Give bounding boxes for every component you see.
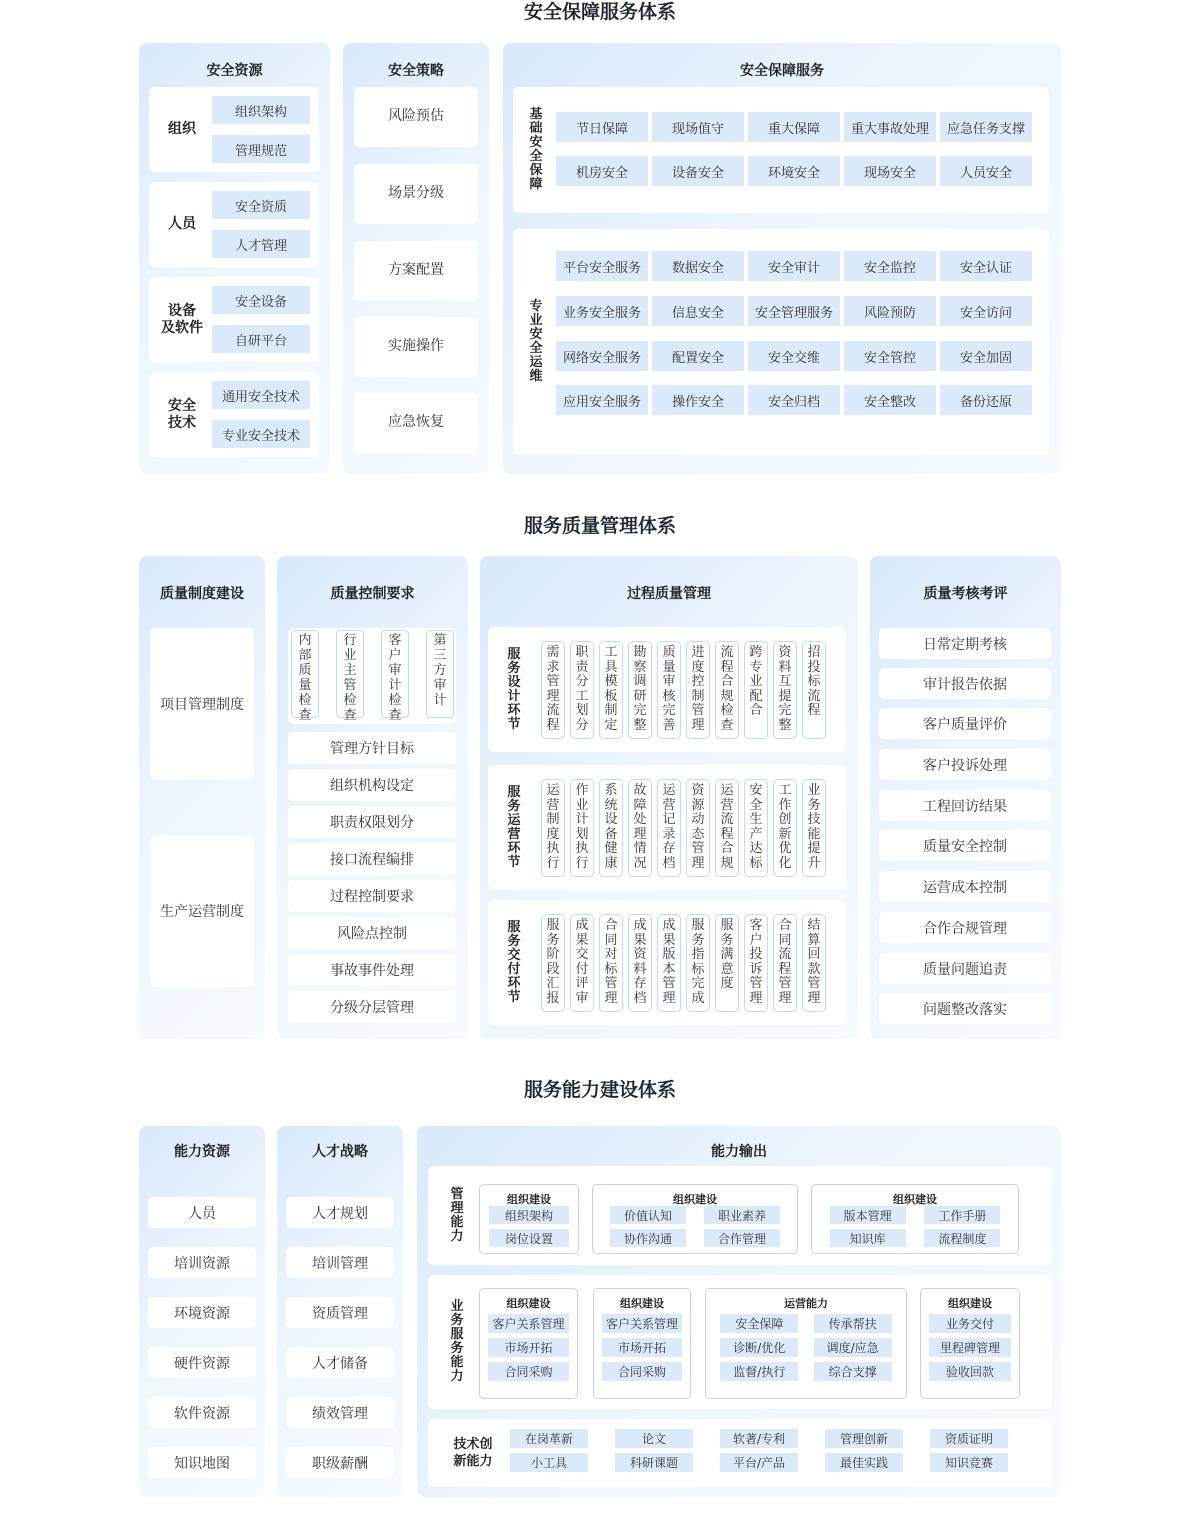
strategy-item: 风险预估	[354, 87, 478, 147]
resource-group-label: 人员	[168, 216, 196, 232]
process-item: 故障处理情况	[628, 779, 652, 877]
tech-item: 软著/专利	[720, 1429, 798, 1448]
process-item: 流程合规检查	[715, 641, 739, 739]
tech-item: 管理创新	[825, 1429, 903, 1448]
process-item: 成果版本管理	[657, 914, 681, 1012]
pro-service-item: 备份还原	[940, 385, 1032, 415]
basic-security-card	[513, 87, 1049, 213]
process-item: 结算回款管理	[802, 914, 826, 1012]
biz-item: 监督/执行	[720, 1362, 798, 1381]
talent-strategy-item: 人才储备	[286, 1347, 394, 1378]
panel-title: 质量控制要求	[330, 586, 415, 602]
eval-item: 日常定期考核	[879, 628, 1051, 659]
mgmt-item: 协作沟通	[610, 1229, 686, 1247]
control-item: 管理方针目标	[288, 732, 456, 764]
capability-resource-item: 知识地图	[148, 1447, 256, 1478]
basic-service-item: 现场值守	[652, 112, 744, 142]
panel-title: 质量制度建设	[160, 586, 244, 602]
mgmt-item: 版本管理	[830, 1206, 906, 1224]
panel-title: 安全保障服务	[740, 63, 824, 79]
tech-item: 论文	[615, 1429, 693, 1448]
pro-service-item: 安全管理服务	[748, 296, 840, 326]
resource-item: 人才管理	[212, 230, 310, 258]
mgmt-item: 工作手册	[924, 1206, 1000, 1224]
control-vertical-item: 行业主管检查	[336, 630, 364, 718]
group-title: 组织建设	[620, 1297, 664, 1310]
process-item: 资料互提完整	[773, 641, 797, 739]
process-row-label: 服务运营环节	[507, 784, 521, 870]
quality-system-item: 项目管理制度	[150, 628, 254, 780]
eval-item: 问题整改落实	[879, 993, 1051, 1024]
resource-item: 组织架构	[212, 96, 310, 124]
biz-item: 传承帮扶	[814, 1314, 892, 1333]
talent-strategy-item: 绩效管理	[286, 1397, 394, 1428]
pro-service-item: 操作安全	[652, 385, 744, 415]
strategy-item: 场景分级	[354, 164, 478, 224]
panel-title: 过程质量管理	[627, 586, 711, 602]
section2-title: 服务质量管理体系	[523, 515, 676, 537]
pro-service-item: 业务安全服务	[556, 296, 648, 326]
group-title: 组织建设	[893, 1193, 937, 1206]
process-item: 职责分工划分	[570, 641, 594, 739]
mgmt-item: 职业素养	[704, 1206, 780, 1224]
tech-item: 在岗革新	[510, 1429, 588, 1448]
pro-service-item: 安全交维	[748, 341, 840, 371]
process-row-label: 服务设计环节	[507, 646, 521, 732]
pro-security-label: 专业安全运维	[529, 299, 543, 384]
pro-service-item: 平台安全服务	[556, 251, 648, 281]
tech-item: 资质证明	[930, 1429, 1008, 1448]
control-item: 接口流程编排	[288, 843, 456, 875]
control-vertical-item: 内部质量检查	[291, 630, 319, 718]
process-item: 勘察调研完整	[628, 641, 652, 739]
eval-item: 审计报告依据	[879, 668, 1051, 699]
process-item: 运营制度执行	[541, 779, 565, 877]
resource-item: 安全资质	[212, 191, 310, 219]
talent-strategy-item: 人才规划	[286, 1197, 394, 1228]
control-item: 事故事件处理	[288, 954, 456, 986]
mgmt-item: 岗位设置	[489, 1229, 569, 1247]
biz-item: 综合支撑	[814, 1362, 892, 1381]
talent-strategy-item: 培训管理	[286, 1247, 394, 1278]
biz-capability-label: 业务服务能力	[450, 1299, 464, 1384]
biz-item: 市场开拓	[488, 1338, 569, 1357]
eval-item: 合作合规管理	[879, 912, 1051, 943]
panel-title: 质量考核考评	[923, 586, 1008, 602]
biz-item: 合同采购	[602, 1362, 682, 1381]
basic-service-item: 环境安全	[748, 156, 840, 186]
group-title: 组织建设	[673, 1193, 717, 1206]
pro-service-item: 安全管控	[844, 341, 936, 371]
mgmt-item: 价值认知	[610, 1206, 686, 1224]
basic-service-item: 设备安全	[652, 156, 744, 186]
pro-service-item: 应用安全服务	[556, 385, 648, 415]
process-item: 合同对标管理	[599, 914, 623, 1012]
tech-item: 科研课题	[615, 1453, 693, 1472]
process-item: 质量审核完善	[657, 641, 681, 739]
strategy-item: 实施操作	[354, 317, 478, 377]
process-item: 成果交付评审	[570, 914, 594, 1012]
biz-item: 验收回款	[929, 1362, 1011, 1381]
resource-group-label: 安全 技术	[168, 397, 196, 431]
biz-item: 合同采购	[488, 1362, 569, 1381]
talent-strategy-item: 资质管理	[286, 1297, 394, 1328]
process-item: 进度控制管理	[686, 641, 710, 739]
mgmt-item: 知识库	[830, 1229, 906, 1247]
pro-service-item: 安全加固	[940, 341, 1032, 371]
section3-title: 服务能力建设体系	[523, 1079, 676, 1101]
capability-resource-item: 环境资源	[148, 1297, 256, 1328]
basic-service-item: 重大事故处理	[844, 112, 936, 142]
process-item: 跨专业配合	[744, 641, 768, 739]
panel-title: 人才战略	[312, 1144, 368, 1160]
capability-resource-item: 软件资源	[148, 1397, 256, 1428]
control-item: 分级分层管理	[288, 991, 456, 1023]
resource-group-label: 组织	[168, 121, 196, 137]
panel-title: 安全策略	[388, 63, 444, 79]
pro-service-item: 配置安全	[652, 341, 744, 371]
process-item: 工具模板制定	[599, 641, 623, 739]
group-title: 运营能力	[784, 1297, 828, 1310]
process-item: 服务指标完成	[686, 914, 710, 1012]
process-item: 客户投诉管理	[744, 914, 768, 1012]
eval-item: 运营成本控制	[879, 871, 1051, 902]
process-item: 工作创新优化	[773, 779, 797, 877]
talent-strategy-item: 职级薪酬	[286, 1447, 394, 1478]
biz-item: 调度/应急	[814, 1338, 892, 1357]
process-item: 需求管理流程	[541, 641, 565, 739]
process-item: 服务满意度	[715, 914, 739, 1012]
pro-service-item: 安全归档	[748, 385, 840, 415]
pro-service-item: 网络安全服务	[556, 341, 648, 371]
group-title: 组织建设	[507, 1193, 551, 1206]
process-item: 运营记录存档	[657, 779, 681, 877]
pro-service-item: 安全访问	[940, 296, 1032, 326]
panel-title: 安全资源	[206, 63, 263, 79]
mgmt-item: 组织架构	[489, 1206, 569, 1224]
eval-item: 工程回访结果	[879, 790, 1051, 821]
biz-item: 业务交付	[929, 1314, 1011, 1333]
process-item: 招投标流程	[802, 641, 826, 739]
process-item: 系统设备健康	[599, 779, 623, 877]
tech-item: 平台/产品	[720, 1453, 798, 1472]
basic-service-item: 节日保障	[556, 112, 648, 142]
control-vertical-item: 第三方审计	[426, 630, 454, 718]
control-item: 风险点控制	[288, 917, 456, 949]
resource-item: 管理规范	[212, 135, 310, 163]
pro-service-item: 安全整改	[844, 385, 936, 415]
tech-item: 知识竞赛	[930, 1453, 1008, 1472]
process-item: 成果资料存档	[628, 914, 652, 1012]
process-item: 服务阶段汇报	[541, 914, 565, 1012]
process-row-label: 服务交付环节	[507, 919, 521, 1005]
biz-item: 里程碑管理	[929, 1338, 1011, 1357]
pro-service-item: 安全审计	[748, 251, 840, 281]
basic-service-item: 应急任务支撑	[940, 112, 1032, 142]
biz-item: 市场开拓	[602, 1338, 682, 1357]
section1-title: 安全保障服务体系	[523, 1, 676, 23]
panel-title: 能力资源	[174, 1144, 230, 1160]
resource-item: 自研平台	[212, 325, 310, 353]
process-item: 运营流程合规	[715, 779, 739, 877]
control-item: 过程控制要求	[288, 880, 456, 912]
capability-resource-item: 硬件资源	[148, 1347, 256, 1378]
process-item: 业务技能提升	[802, 779, 826, 877]
pro-service-item: 安全认证	[940, 251, 1032, 281]
pro-service-item: 风险预防	[844, 296, 936, 326]
quality-system-item: 生产运营制度	[150, 835, 254, 987]
biz-item: 客户关系管理	[488, 1314, 569, 1333]
eval-item: 质量问题追责	[879, 953, 1051, 984]
basic-service-item: 现场安全	[844, 156, 936, 186]
control-vertical-item: 客户审计检查	[381, 630, 409, 718]
tech-item: 小工具	[510, 1453, 588, 1472]
resource-item: 通用安全技术	[212, 381, 310, 409]
capability-resource-item: 人员	[148, 1197, 256, 1228]
process-item: 作业计划执行	[570, 779, 594, 877]
pro-service-item: 数据安全	[652, 251, 744, 281]
pro-service-item: 信息安全	[652, 296, 744, 326]
eval-item: 客户投诉处理	[879, 749, 1051, 780]
eval-item: 客户质量评价	[879, 708, 1051, 739]
group-title: 组织建设	[948, 1297, 992, 1310]
resource-item: 专业安全技术	[212, 420, 310, 448]
panel-title: 能力输出	[711, 1144, 767, 1160]
basic-service-item: 机房安全	[556, 156, 648, 186]
strategy-item: 方案配置	[354, 241, 478, 301]
mgmt-capability-label: 管理能力	[450, 1186, 464, 1244]
basic-service-item: 人员安全	[940, 156, 1032, 186]
process-item: 资源动态管理	[686, 779, 710, 877]
resource-group-label: 设备 及软件	[161, 302, 203, 336]
control-item: 组织机构设定	[288, 769, 456, 801]
basic-security-label: 基础安全保障	[529, 107, 543, 192]
process-item: 合同流程管理	[773, 914, 797, 1012]
eval-item: 质量安全控制	[879, 830, 1051, 861]
biz-item: 诊断/优化	[720, 1338, 798, 1357]
biz-item: 安全保障	[720, 1314, 798, 1333]
tech-capability-label: 技术创 新能力	[453, 1437, 493, 1469]
resource-item: 安全设备	[212, 286, 310, 314]
mgmt-item: 流程制度	[924, 1229, 1000, 1247]
capability-resource-item: 培训资源	[148, 1247, 256, 1278]
pro-service-item: 安全监控	[844, 251, 936, 281]
group-title: 组织建设	[506, 1297, 551, 1310]
process-item: 安全生产达标	[744, 779, 768, 877]
strategy-item: 应急恢复	[354, 393, 478, 453]
biz-item: 客户关系管理	[602, 1314, 682, 1333]
basic-service-item: 重大保障	[748, 112, 840, 142]
control-item: 职责权限划分	[288, 806, 456, 838]
tech-item: 最佳实践	[825, 1453, 903, 1472]
mgmt-item: 合作管理	[704, 1229, 780, 1247]
